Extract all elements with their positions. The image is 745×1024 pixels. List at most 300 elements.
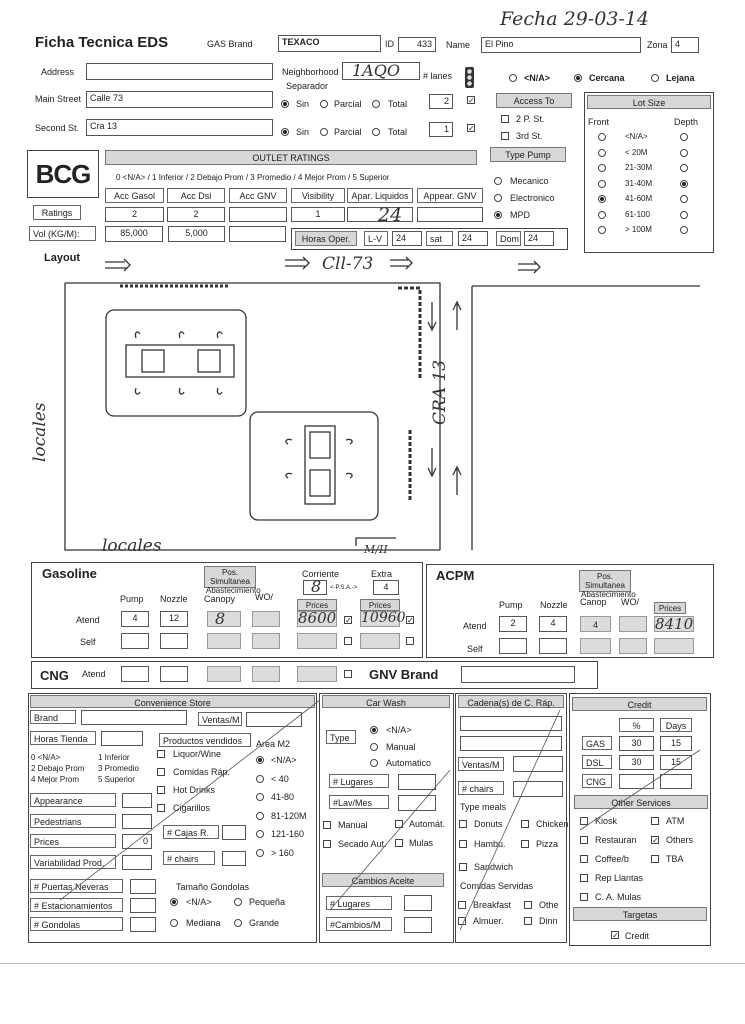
store-chairs-label: # chairs: [163, 851, 215, 865]
lot-depth-radio[interactable]: [680, 195, 688, 203]
lot-front-radio[interactable]: [598, 164, 606, 172]
carwash-mulas-checkbox[interactable]: [395, 839, 403, 847]
service-label: ATM: [666, 816, 685, 826]
outlet-column-header: Appear. GNV: [417, 188, 483, 203]
credit-row-label: DSL: [582, 755, 612, 769]
main-sin-radio[interactable]: [281, 100, 289, 108]
service-label: C. A. Mulas: [595, 892, 642, 902]
area-radio[interactable]: [256, 812, 264, 820]
other-meal-checkbox[interactable]: [524, 901, 532, 909]
puertas-label: # Puertas Neveras: [30, 879, 123, 893]
cng-atend-label: Atend: [82, 669, 106, 679]
bcg-logo: BCG: [27, 150, 99, 198]
service-label: TBA: [666, 854, 684, 864]
gas-self-price2[interactable]: [360, 633, 400, 649]
psa-label: <-P.S.A.->: [330, 585, 358, 591]
breakfast-checkbox[interactable]: [458, 901, 466, 909]
other-meal-label: Othe: [539, 900, 559, 910]
lot-front-radio[interactable]: [598, 195, 606, 203]
street-top-label: Cll-73: [322, 254, 374, 274]
acpm-canop-label: Canop: [580, 597, 607, 607]
cng-price-field[interactable]: [297, 666, 337, 682]
gas-self-nozzle[interactable]: [160, 633, 188, 649]
carwash-na-radio[interactable]: [370, 726, 378, 734]
acpm-wo-field[interactable]: [619, 616, 647, 632]
lv-field[interactable]: 24: [392, 231, 422, 246]
lv-label: L-V: [364, 231, 388, 246]
pump-mecanico-radio[interactable]: [494, 177, 502, 185]
vol-dsl-field[interactable]: 5,000: [168, 226, 225, 242]
rating-field[interactable]: [229, 207, 287, 222]
corriente-label: Corriente: [302, 569, 340, 579]
lot-front-label: Front: [588, 117, 610, 127]
main-total-radio[interactable]: [372, 100, 380, 108]
rating-field[interactable]: [417, 207, 483, 222]
pump-mecanico-label: Mecanico: [510, 176, 549, 186]
area-label: 81-120M: [271, 810, 307, 821]
store-ventas-field[interactable]: [246, 712, 302, 727]
gas-nozzle-field[interactable]: 12: [160, 611, 188, 627]
service-checkbox[interactable]: [580, 874, 588, 882]
dom-label: Dom: [496, 231, 521, 246]
carwash-manual-radio[interactable]: [370, 743, 378, 751]
rating-field[interactable]: 2: [105, 207, 164, 222]
lot-size-header: Lot Size: [587, 95, 711, 109]
main-sin-label: Sin: [296, 99, 310, 109]
lot-depth-radio[interactable]: [680, 149, 688, 157]
second-lanes-checkbox[interactable]: ✓: [468, 124, 475, 133]
main-street-field[interactable]: Calle 73: [86, 91, 273, 108]
store-metric-label: Prices: [30, 834, 116, 848]
meal-hambu-label: Hambu.: [474, 839, 506, 849]
horas-tienda-label: Horas Tienda: [30, 731, 96, 745]
meal-chicken-checkbox[interactable]: [521, 820, 529, 828]
lot-depth-radio[interactable]: [680, 226, 688, 234]
acpm-self-wo[interactable]: [619, 638, 647, 654]
pump-electronico-radio[interactable]: [494, 194, 502, 202]
acpm-prices-label: Prices: [654, 602, 686, 614]
locales-bottom-label: locales: [102, 536, 162, 556]
meal-donuts-label: Donuts: [474, 819, 503, 829]
second-total-label: Total: [388, 127, 408, 137]
carwash-manual-checkbox[interactable]: [323, 821, 331, 829]
area-radio[interactable]: [256, 756, 264, 764]
carwash-auto-radio[interactable]: [370, 759, 378, 767]
carwash-lav-label: #Lav/Mes: [329, 795, 389, 809]
main-parcial-label: Parcial: [334, 99, 362, 109]
service-label: Kiosk: [595, 816, 618, 826]
second-total-radio[interactable]: [372, 128, 380, 136]
store-metric-label: Appearance: [30, 793, 116, 807]
cng-wo-field[interactable]: [252, 666, 280, 682]
acpm-title: ACPM: [436, 568, 475, 583]
credit-pct-field[interactable]: [619, 774, 654, 789]
product-checkbox[interactable]: [157, 786, 165, 794]
gnv-brand-field[interactable]: [461, 666, 575, 683]
acpm-self-price[interactable]: [654, 638, 694, 654]
dinn-checkbox[interactable]: [524, 917, 532, 925]
puertas-field[interactable]: [130, 879, 156, 894]
gas-pump-label: Pump: [120, 594, 144, 604]
area-label: 121-160: [271, 829, 305, 839]
tamano-label: Tamaño Gondolas: [176, 882, 250, 892]
carwash-manual-chk-label: Manual: [338, 820, 368, 830]
separador-label: Separador: [286, 81, 329, 91]
lot-option-label: 61-100: [625, 209, 650, 219]
rating-field[interactable]: 2: [167, 207, 225, 222]
store-brand-label: Brand: [30, 710, 76, 724]
lot-front-radio[interactable]: [598, 149, 606, 157]
product-checkbox[interactable]: [157, 750, 165, 758]
vol-gasol-field[interactable]: 85,000: [105, 226, 163, 242]
access-2pst-checkbox[interactable]: [501, 115, 509, 123]
area-radio[interactable]: [256, 830, 264, 838]
gas-self-canopy[interactable]: [207, 633, 241, 649]
access-to-header: Access To: [496, 93, 572, 108]
acpm-nozzle-field[interactable]: 4: [539, 616, 567, 632]
service-checkbox[interactable]: [580, 817, 588, 825]
service-checkbox[interactable]: [580, 836, 588, 844]
acpm-pos-sim: Pos. Simultanea Abastecimiento: [581, 572, 636, 599]
store-scale-5: 5 Superior: [98, 775, 135, 784]
meal-sandwich-label: Sandwich: [474, 862, 514, 872]
store-metric-field[interactable]: [122, 855, 152, 870]
lot-depth-radio[interactable]: [680, 164, 688, 172]
tamano-grande-radio[interactable]: [234, 919, 242, 927]
service-checkbox[interactable]: [580, 855, 588, 863]
store-header: Convenience Store: [30, 695, 315, 708]
type-pump-header: Type Pump: [490, 147, 566, 162]
almuer-checkbox[interactable]: [458, 917, 466, 925]
neighborhood-handwritten: 1AQO: [352, 61, 400, 80]
cng-title: CNG: [40, 668, 69, 683]
product-label: Cigarillos: [173, 803, 211, 813]
store-scale-3: 3 Promedio: [98, 764, 139, 773]
lot-option-label: 41-60M: [625, 194, 653, 203]
cng-pump-field[interactable]: [121, 666, 149, 682]
acpm-self-label: Self: [467, 644, 483, 654]
gas-self-label: Self: [80, 637, 96, 647]
service-checkbox[interactable]: [651, 855, 659, 863]
gnv-brand-label: GNV Brand: [369, 667, 439, 682]
outlet-column-header: Visibility: [291, 188, 345, 203]
gasoline-pos-sim: Pos. Simultanea Abastecimiento: [206, 568, 261, 595]
rating-field[interactable]: 1: [291, 207, 345, 222]
estacionamientos-label: # Estacionamientos: [30, 898, 123, 912]
lanes-label: # lanes: [423, 71, 453, 81]
carwash-header: Car Wash: [322, 695, 450, 708]
store-ventas-label: Ventas/M: [198, 712, 242, 726]
tamano-na-radio[interactable]: [170, 898, 178, 906]
gas-brand-label: GAS Brand: [207, 39, 253, 49]
type-meals-label: Type meals: [460, 802, 507, 812]
outlet-column-header: Acc Dsl: [167, 188, 225, 203]
extra-field[interactable]: 4: [373, 580, 399, 595]
acpm-self-nozzle[interactable]: [539, 638, 567, 654]
gas-price1-checkbox[interactable]: ✓: [345, 616, 352, 625]
lot-depth-label: Depth: [674, 117, 699, 127]
cambios-lugares-field[interactable]: [404, 895, 432, 911]
vol-gnv-field[interactable]: [229, 226, 286, 242]
store-metric-field[interactable]: 0: [122, 834, 152, 849]
service-checkbox[interactable]: ✓: [652, 836, 659, 845]
address-label: Address: [41, 67, 75, 77]
service-label: Rep Llantas: [595, 873, 644, 883]
distance-na-label: <N/A>: [524, 73, 551, 83]
lot-option-label: > 100M: [625, 225, 652, 234]
comidas-label: Comidas Servidas: [460, 881, 534, 891]
vol-label: Vol (KG/M):: [29, 226, 96, 241]
access-3rdst-checkbox[interactable]: [501, 132, 509, 140]
acpm-canop-field[interactable]: 4: [580, 616, 611, 632]
cajas-field[interactable]: [222, 825, 246, 840]
main-total-label: Total: [388, 99, 408, 109]
acpm-atend-label: Atend: [463, 621, 487, 631]
distance-lejana-label: Lejana: [666, 73, 695, 83]
lot-front-radio[interactable]: [598, 133, 606, 141]
tamano-na-label: <N/A>: [186, 897, 212, 907]
main-parcial-radio[interactable]: [320, 100, 328, 108]
outlet-column-header: Apar. Liquidos: [347, 188, 413, 203]
store-metric-label: Variabilidad Prod.: [30, 855, 116, 869]
pump-mpd-radio[interactable]: [494, 211, 502, 219]
acpm-pump-field[interactable]: 2: [499, 616, 527, 632]
name-label: Name: [446, 40, 471, 50]
area-label: Area M2: [256, 739, 291, 749]
meal-pizza-checkbox[interactable]: [521, 840, 529, 848]
main-lanes-checkbox[interactable]: ✓: [468, 96, 475, 105]
acpm-self-pump[interactable]: [499, 638, 527, 654]
credit-row-label: GAS: [582, 736, 612, 750]
gas-canopy-label: Canopy: [204, 594, 236, 604]
acpm-self-canop[interactable]: [580, 638, 611, 654]
lot-depth-radio[interactable]: [680, 133, 688, 141]
gas-wo-field[interactable]: [252, 611, 280, 627]
credit-days-field[interactable]: [660, 774, 692, 789]
carwash-automat-label: Automát.: [409, 819, 446, 829]
sat-field[interactable]: 24: [458, 231, 488, 246]
store-chairs-field[interactable]: [222, 851, 246, 866]
cadena-ventas-field[interactable]: [513, 756, 563, 772]
handwritten-24: 24: [378, 204, 403, 226]
id-field[interactable]: 433: [398, 37, 436, 52]
credit-days-field[interactable]: 15: [660, 736, 692, 751]
gas-price2-checkbox[interactable]: ✓: [407, 616, 414, 625]
zona-label: Zona: [647, 40, 668, 50]
area-radio[interactable]: [256, 793, 264, 801]
meal-pizza-label: Pizza: [536, 839, 559, 849]
store-brand-field[interactable]: [81, 710, 187, 725]
product-checkbox[interactable]: [157, 768, 165, 776]
lot-depth-radio[interactable]: [680, 211, 688, 219]
horas-tienda-field[interactable]: [101, 731, 143, 746]
distance-cercana-radio[interactable]: [574, 74, 582, 82]
handwritten-date: Fecha 29-03-14: [500, 8, 650, 30]
meal-sandwich-checkbox[interactable]: [459, 863, 467, 871]
carwash-auto-label: Automatico: [386, 758, 432, 768]
carwash-lugares-label: # Lugares: [329, 774, 389, 788]
gas-self-pump[interactable]: [121, 633, 149, 649]
gas-self-price2-checkbox[interactable]: [406, 637, 414, 645]
carwash-lugares-field[interactable]: [398, 774, 436, 790]
product-checkbox[interactable]: [157, 804, 165, 812]
area-label: < 40: [271, 773, 289, 784]
store-metric-label: Pedestrians: [30, 814, 116, 828]
layout-mark: M/II: [364, 543, 388, 556]
gondolas-field[interactable]: [130, 917, 156, 932]
acpm-pump-label: Pump: [499, 600, 523, 610]
outlet-column-header: Acc Gasol: [105, 188, 164, 203]
distance-lejana-radio[interactable]: [651, 74, 659, 82]
credit-days-field[interactable]: 15: [660, 755, 692, 770]
credit-card-label: Credit: [625, 931, 650, 941]
lot-option-label: < 20M: [625, 147, 648, 157]
service-checkbox[interactable]: [651, 817, 659, 825]
almuer-label: Almuer.: [473, 916, 504, 926]
cng-canopy-field[interactable]: [207, 666, 241, 682]
cadena-chairs-field[interactable]: [513, 781, 563, 797]
id-label: ID: [385, 39, 394, 49]
address-field[interactable]: [86, 63, 273, 80]
credit-pct-field[interactable]: 30: [619, 736, 654, 751]
second-st-label: Second St.: [35, 123, 80, 133]
carwash-type-label: Type: [326, 730, 356, 744]
gas-wo-label: WO/: [255, 592, 273, 602]
lot-option-label: <N/A>: [625, 132, 648, 141]
lot-front-radio[interactable]: [598, 226, 606, 234]
outlet-ratings-header: OUTLET RATINGS: [105, 150, 477, 165]
cng-nozzle-field[interactable]: [160, 666, 188, 682]
corriente-handwritten: 8: [311, 577, 322, 596]
carwash-na-label: <N/A>: [386, 725, 412, 735]
carwash-manual-label: Manual: [386, 742, 416, 752]
tamano-pequena-label: Pequeña: [249, 897, 286, 907]
gas-prices-label: Prices: [297, 599, 337, 611]
layout-sketch: [20, 250, 720, 560]
cambios-header: Cambios Aceite: [322, 873, 444, 887]
store-scale-0: 0 <N/A>: [31, 753, 61, 762]
area-label: 41-80: [271, 792, 295, 802]
product-label: Liquor/Wine: [173, 749, 222, 759]
extra-label: Extra: [371, 569, 393, 579]
distance-na-radio[interactable]: [509, 74, 517, 82]
cambios-mes-field[interactable]: [404, 917, 432, 933]
traffic-light-icon: [461, 66, 478, 90]
area-label: > 160: [271, 847, 294, 858]
service-label: Restauran: [595, 835, 637, 845]
gas-pump-field[interactable]: 4: [121, 611, 149, 627]
carwash-mulas-label: Mulas: [409, 838, 434, 848]
tamano-mediana-label: Mediana: [186, 918, 221, 928]
second-lanes-field[interactable]: 1: [429, 122, 453, 137]
credit-row-label: CNG: [582, 774, 612, 788]
pump-electronico-label: Electronico: [510, 193, 555, 203]
cadena-name-field-1[interactable]: [460, 716, 562, 731]
carwash-lav-field[interactable]: [398, 795, 436, 811]
dinn-label: Dinn: [539, 916, 558, 926]
credit-header: Credit: [572, 697, 707, 711]
second-sin-label: Sin: [296, 127, 310, 137]
store-scale-4: 4 Mejor Prom: [31, 775, 80, 784]
cadena-header: Cadena(s) de C. Ráp.: [458, 695, 564, 708]
gasoline-title: Gasoline: [42, 566, 97, 581]
gas-prices2-label: Prices: [360, 599, 400, 611]
lot-option-label: 31-40M: [625, 178, 653, 188]
lot-front-radio[interactable]: [598, 180, 606, 188]
store-metric-field[interactable]: [122, 814, 152, 829]
gas-atend-label: Atend: [76, 615, 100, 625]
second-sin-radio[interactable]: [281, 128, 289, 136]
gondolas-label: # Gondolas: [30, 917, 123, 931]
distance-cercana-label: Cercana: [589, 73, 625, 83]
dom-field[interactable]: 24: [524, 231, 554, 246]
neighborhood-label: Neighborhood: [282, 67, 339, 77]
gas-self-price1-checkbox[interactable]: [344, 637, 352, 645]
lot-front-radio[interactable]: [598, 211, 606, 219]
ratings-label: Ratings: [33, 205, 81, 220]
credit-days-header: Days: [660, 718, 692, 732]
sat-label: sat: [426, 231, 453, 246]
service-label: Coffee/b: [595, 854, 629, 864]
meal-chicken-label: Chicken: [536, 819, 569, 829]
locales-left-label: locales: [30, 402, 50, 462]
meal-donuts-checkbox[interactable]: [459, 820, 467, 828]
cng-price-checkbox[interactable]: [344, 670, 352, 678]
lot-option-label: 21-30M: [625, 163, 653, 172]
name-field[interactable]: El Pino: [481, 37, 641, 53]
cambios-mes-label: #Cambios/M: [326, 917, 392, 931]
acpm-wo-label: WO/: [621, 597, 639, 607]
main-lanes-field[interactable]: 2: [429, 94, 453, 109]
credit-pct-field[interactable]: 30: [619, 755, 654, 770]
lot-depth-radio[interactable]: [680, 180, 688, 188]
gas-price2-handwritten: 10960: [361, 610, 406, 626]
service-checkbox[interactable]: [580, 893, 588, 901]
tamano-pequena-radio[interactable]: [234, 898, 242, 906]
cambios-lugares-label: # Lugares: [326, 896, 392, 910]
tamano-mediana-radio[interactable]: [170, 919, 178, 927]
meal-hambu-checkbox[interactable]: [459, 840, 467, 848]
area-radio[interactable]: [256, 849, 264, 857]
carwash-automat-checkbox[interactable]: [395, 820, 403, 828]
street-side-label: CRA 13: [430, 359, 450, 425]
second-st-field[interactable]: Cra 13: [86, 119, 273, 136]
pump-mpd-label: MPD: [510, 210, 530, 220]
carwash-secado-label: Secado Aut.: [338, 839, 387, 849]
cadena-name-field-2[interactable]: [460, 736, 562, 751]
targetas-header: Targetas: [573, 907, 707, 921]
cajas-label: # Cajas R.: [163, 825, 219, 839]
cadena-chairs-label: # chairs: [458, 781, 504, 795]
estacionamientos-field[interactable]: [130, 898, 156, 913]
second-parcial-radio[interactable]: [320, 128, 328, 136]
gas-self-wo[interactable]: [252, 633, 280, 649]
carwash-secado-checkbox[interactable]: [323, 840, 331, 848]
zona-field[interactable]: 4: [671, 37, 699, 53]
rating-scale-text: 0 <N/A> / 1 Inferior / 2 Debajo Prom / 3 Promedio / 4 Mejor Prom / 5 Superior: [116, 173, 390, 182]
outlet-column-header: Acc GNV: [229, 188, 287, 203]
area-radio[interactable]: [256, 775, 264, 783]
service-label: Others: [666, 835, 694, 845]
credit-card-checkbox[interactable]: ✓: [612, 931, 619, 940]
credit-pct-header: %: [619, 718, 654, 732]
breakfast-label: Breakfast: [473, 900, 512, 910]
gas-brand-field[interactable]: TEXACO: [278, 35, 381, 52]
area-label: <N/A>: [271, 755, 297, 765]
store-metric-field[interactable]: [122, 793, 152, 808]
gas-self-price1[interactable]: [297, 633, 337, 649]
gas-nozzle-label: Nozzle: [160, 594, 188, 604]
